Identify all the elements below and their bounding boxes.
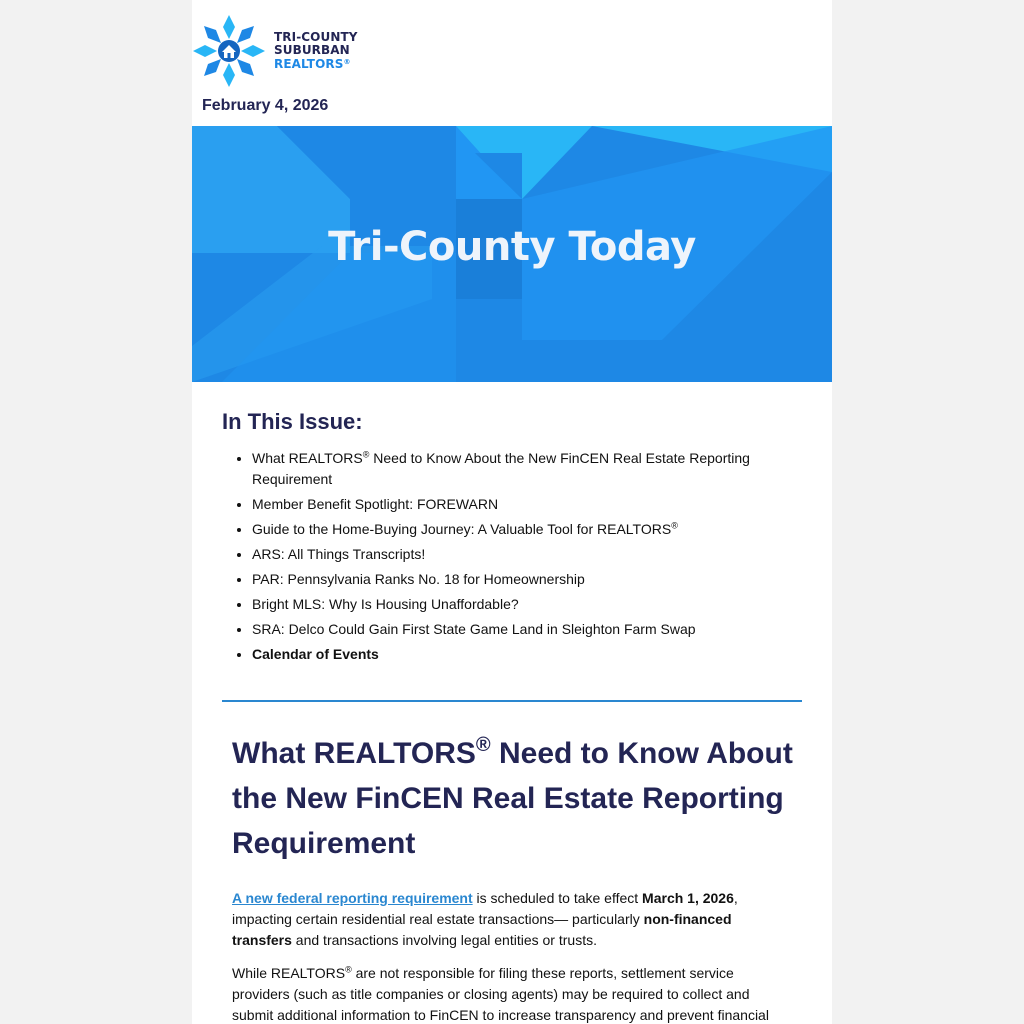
toc-item-fincen[interactable]: • What REALTORS® Need to Know About the New FinCEN Real Estate Reporting Requirement <box>252 448 812 490</box>
article-paragraph-2: While REALTORS® are not responsible for filing these reports, settlement service providers (such as title companies or closing agents) may be required to collect and submit additional information to FinCEN to increase transparency and prevent financial <box>232 964 769 1023</box>
toc-heading: In This Issue: <box>222 409 363 434</box>
toc-list <box>222 448 812 669</box>
toc-item-home-buying-guide[interactable]: • Guide to the Home-Buying Journey: A Valuable Tool for REALTORS® <box>252 519 812 540</box>
newsletter-banner <box>192 126 832 382</box>
section-divider <box>222 700 802 702</box>
toc-item-sra-delco[interactable]: • SRA: Delco Could Gain First State Game Land in Sleighton Farm Swap <box>252 619 812 640</box>
toc-item-par-homeownership[interactable]: • PAR: Pennsylvania Ranks No. 18 for Homeownership <box>252 569 812 590</box>
email-body <box>192 0 832 1024</box>
article-paragraph-1: A new federal reporting requirement is scheduled to take effect March 1, 2026, impacting certain residential real estate transactions— particularly non-financed transfers and transactions involving legal entities or trusts. <box>232 890 738 948</box>
logo-line-3: REALTORS® <box>274 57 351 71</box>
header-logo[interactable] <box>192 14 832 88</box>
toc-item-forewarn[interactable]: • Member Benefit Spotlight: FOREWARN <box>252 494 812 515</box>
federal-reporting-link[interactable]: A new federal reporting requirement <box>232 890 473 906</box>
issue-date: February 4, 2026 <box>202 97 329 114</box>
logo-line-2: SUBURBAN <box>274 42 350 57</box>
toc-item-ars-transcripts[interactable]: • ARS: All Things Transcripts! <box>252 544 812 565</box>
banner-title: Tri-County Today <box>328 224 696 270</box>
snowflake-house-logo-icon <box>192 14 266 88</box>
toc-item-bright-mls[interactable]: • Bright MLS: Why Is Housing Unaffordable? <box>252 594 812 615</box>
logo-wordmark <box>274 31 358 71</box>
toc-item-calendar[interactable]: • Calendar of Events <box>252 644 812 665</box>
article-title: What REALTORS® Need to Know About the New FinCEN Real Estate Reporting Requirement <box>232 734 793 860</box>
logo-line-1: TRI-COUNTY <box>274 30 358 44</box>
